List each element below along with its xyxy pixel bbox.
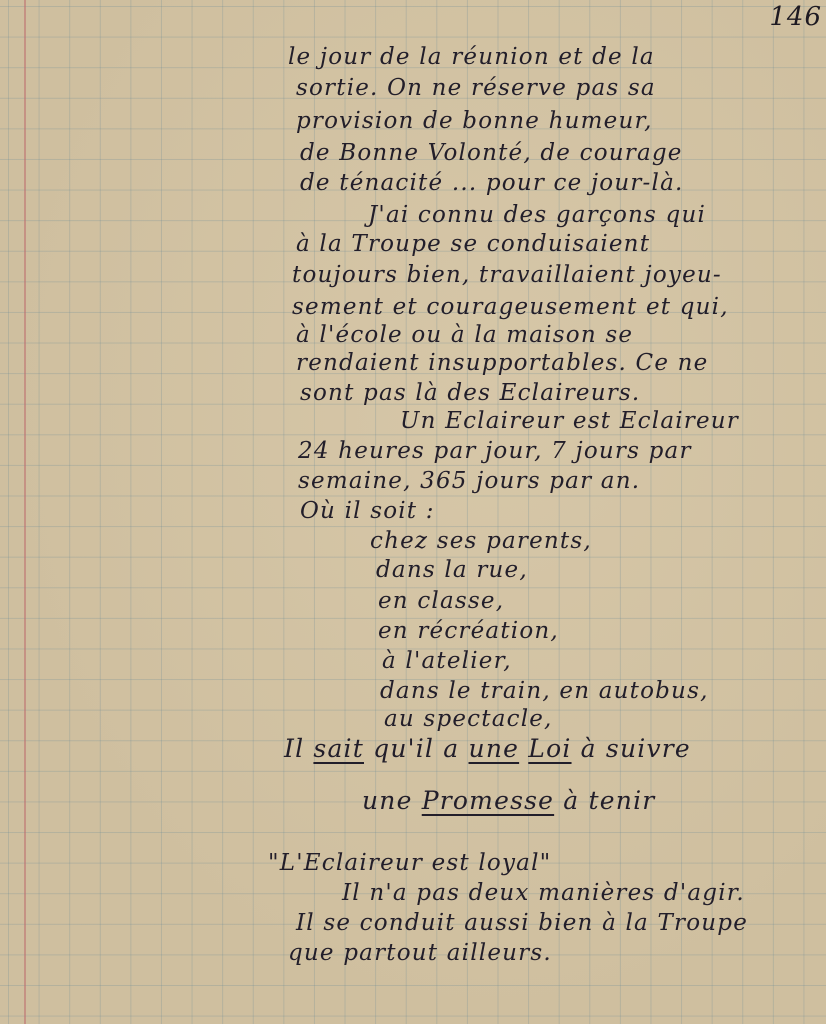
text-line: toujours bien, travaillaient joyeu- <box>292 262 722 288</box>
text-line: Où il soit : <box>300 498 435 524</box>
text-line: sortie. On ne réserve pas sa <box>296 75 656 101</box>
text-line: sement et courageusement et qui, <box>292 294 729 320</box>
list-item: chez ses parents, <box>370 528 592 554</box>
text-line: provision de bonne humeur, <box>296 108 653 134</box>
promise-line-text: à tenir <box>554 786 656 815</box>
quote-heading: "L'Eclaireur est loyal" <box>268 850 552 876</box>
text-line: semaine, 365 jours par an. <box>298 468 641 494</box>
list-item: en classe, <box>378 588 505 614</box>
promise-line-text: une <box>362 786 422 815</box>
text-line: 24 heures par jour, 7 jours par <box>298 438 692 464</box>
page-number: 146 <box>769 2 822 32</box>
text-line: Un Eclaireur est Eclaireur <box>400 408 740 434</box>
text-line: le jour de la réunion et de la <box>288 44 655 70</box>
list-item: dans la rue, <box>376 557 528 583</box>
text-line: à l'école ou à la maison se <box>296 322 634 348</box>
law-line-text: à suivre <box>571 734 691 763</box>
text-line: Il se conduit aussi bien à la Troupe <box>296 910 749 936</box>
underlined-word: une <box>468 734 520 763</box>
law-line-text: Il <box>284 734 314 763</box>
law-line-text <box>519 734 528 763</box>
margin-line <box>24 0 26 1024</box>
text-line: de Bonne Volonté, de courage <box>300 140 683 166</box>
underlined-word: Promesse <box>421 786 555 815</box>
text-line: sont pas là des Eclaireurs. <box>300 380 641 406</box>
text-line: Il n'a pas deux manières d'agir. <box>342 880 745 906</box>
list-item: à l'atelier, <box>382 648 512 674</box>
law-line-text: qu'il a <box>364 734 469 763</box>
law-line <box>284 734 691 763</box>
text-line: rendaient insupportables. Ce ne <box>296 350 709 376</box>
text-line: J'ai connu des garçons qui <box>368 202 707 228</box>
list-item: en récréation, <box>378 618 559 644</box>
list-item: dans le train, en autobus, <box>380 678 709 704</box>
underlined-word: Loi <box>528 734 572 763</box>
text-line: de ténacité ... pour ce jour-là. <box>300 170 684 196</box>
underlined-word: sait <box>313 734 364 763</box>
text-line: à la Troupe se conduisaient <box>296 231 651 257</box>
text-line: que partout ailleurs. <box>288 940 552 966</box>
promise-line <box>362 786 655 815</box>
list-item: au spectacle, <box>384 706 553 732</box>
